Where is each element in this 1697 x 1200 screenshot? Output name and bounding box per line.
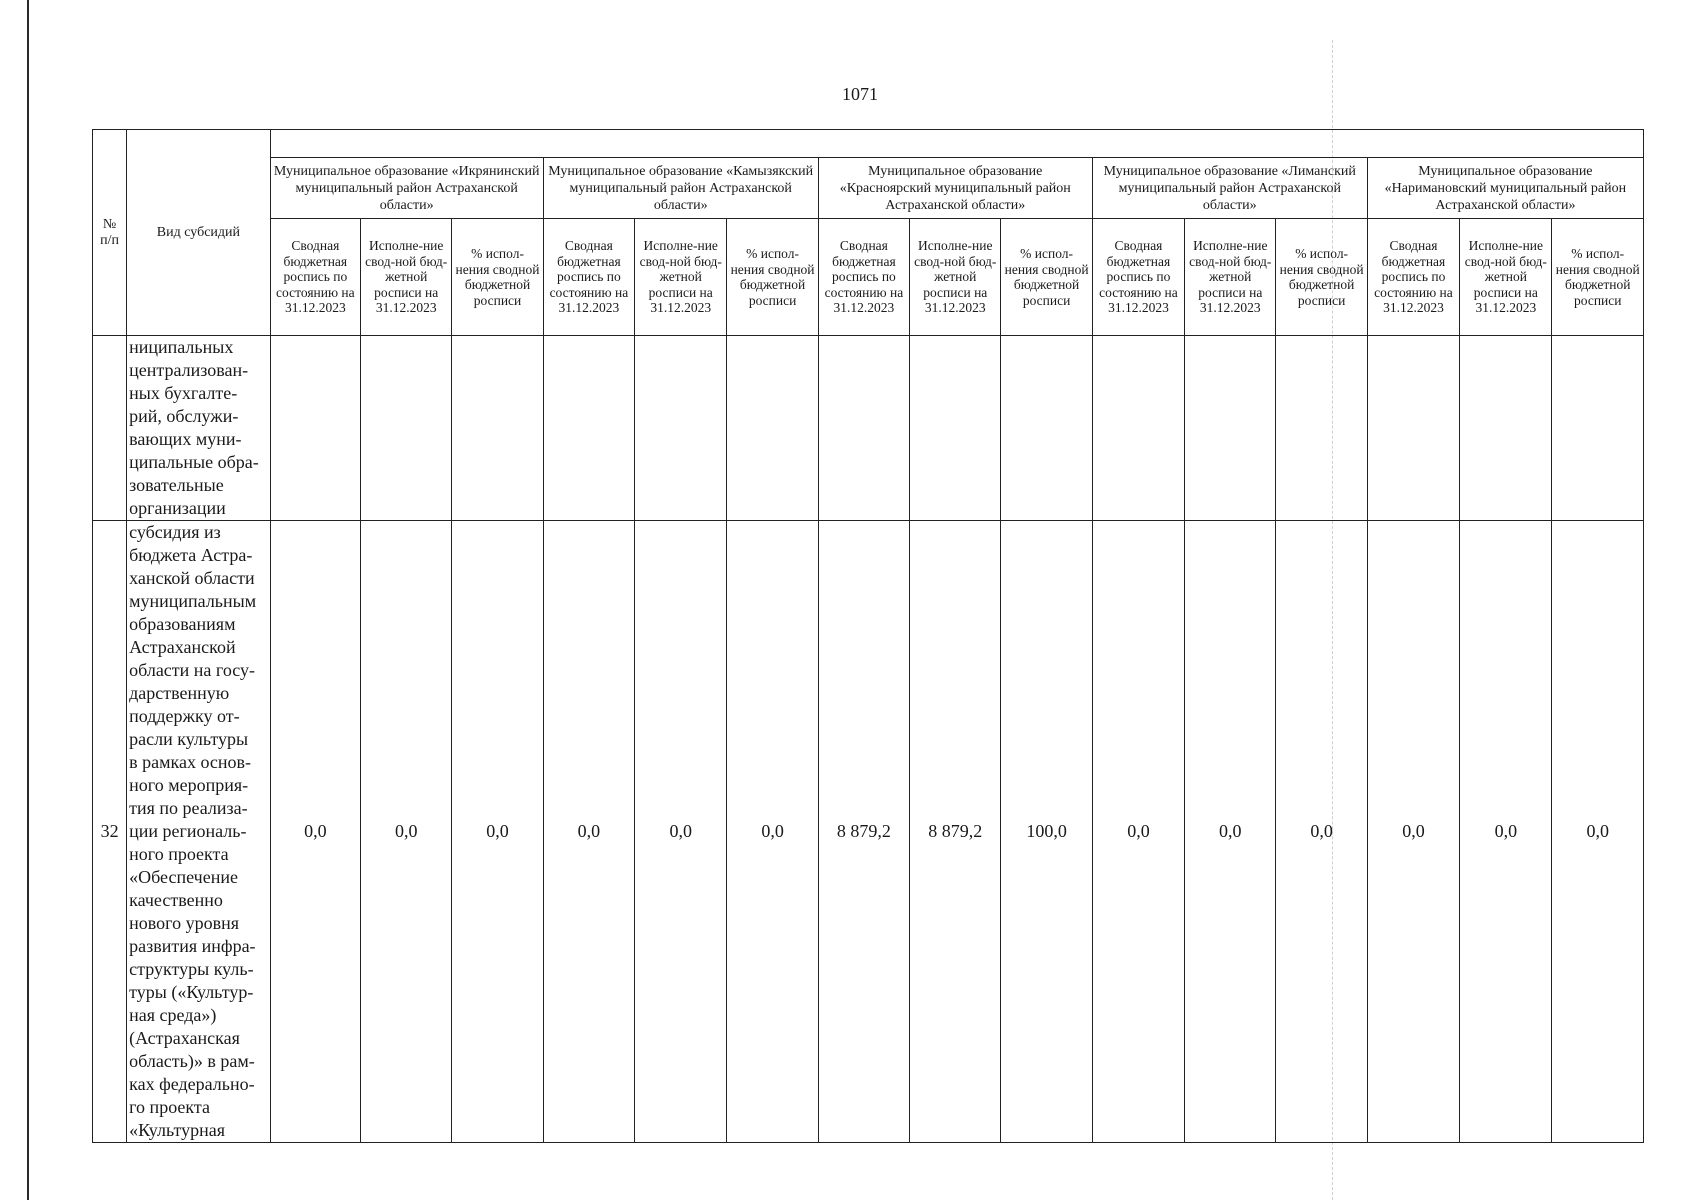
value-cell (727, 336, 818, 521)
subcolumn-header-percent: % испол-нения сводной бюджетной росписи (1552, 219, 1644, 336)
subcolumn-header-execution: Исполне-ние свод-ной бюд-жетной росписи на 31.12.2023 (1185, 219, 1276, 336)
type-column-header: Вид субсидий (127, 130, 271, 336)
subcolumn-header-budget: Сводная бюджетная роспись по состоянию на 31.12.2023 (543, 219, 634, 336)
value-cell: 100,0 (1001, 521, 1092, 1143)
value-cell: 0,0 (635, 521, 727, 1143)
municipality-header: Муниципальное образование «Камызякский муниципальный район Астраханской области» (543, 158, 818, 219)
value-cell: 0,0 (270, 521, 360, 1143)
row-description: субсидия из бюджета Астра- ханской области муниципальным образованиям Астраханской области на госу- дарственную поддержку от- расли культуры в рамках основ- ного мероприя- тия по реализа- ции региональ- ного проекта «Обеспечение качественно нового уровня развития инфра- структуры куль- туры («Культур- ная среда») (Астраханская область)» в рам- ках федерально- го проекта «Культурная (127, 521, 271, 1143)
subcolumn-header-execution: Исполне-ние свод-ной бюд-жетной росписи на 31.12.2023 (1460, 219, 1552, 336)
municipality-header: Муниципальное образование «Красноярский муниципальный район Астраханской области» (818, 158, 1092, 219)
value-cell: 0,0 (1092, 521, 1184, 1143)
value-cell (361, 336, 452, 521)
header-row-subcolumns (93, 219, 1644, 336)
value-cell (635, 336, 727, 521)
value-cell (1460, 336, 1552, 521)
subsidy-table (92, 129, 1644, 1143)
value-cell: 0,0 (1185, 521, 1276, 1143)
value-cell: 0,0 (1460, 521, 1552, 1143)
subcolumn-header-budget: Сводная бюджетная роспись по состоянию на 31.12.2023 (818, 219, 909, 336)
subcolumn-header-execution: Исполне-ние свод-ной бюд-жетной росписи на 31.12.2023 (635, 219, 727, 336)
header-row-top (93, 130, 1644, 158)
subcolumn-header-percent: % испол-нения сводной бюджетной росписи (727, 219, 818, 336)
header-spacer (270, 130, 1643, 158)
value-cell (1367, 336, 1459, 521)
value-cell (1276, 336, 1367, 521)
value-cell (1552, 336, 1644, 521)
subcolumn-header-execution: Исполне-ние свод-ной бюд-жетной росписи на 31.12.2023 (361, 219, 452, 336)
municipality-header: Муниципальное образование «Наримановский муниципальный район Астраханской области» (1367, 158, 1643, 219)
table-row (93, 336, 1644, 521)
subcolumn-header-budget: Сводная бюджетная роспись по состоянию на 31.12.2023 (1092, 219, 1184, 336)
value-cell (543, 336, 634, 521)
subcolumn-header-percent: % испол-нения сводной бюджетной росписи (1276, 219, 1367, 336)
value-cell: 0,0 (452, 521, 543, 1143)
subcolumn-header-percent: % испол-нения сводной бюджетной росписи (452, 219, 543, 336)
value-cell (1185, 336, 1276, 521)
row-description: ниципальных централизован- ных бухгалте- рий, обслужи- вающих муни- ципальные обра- зовательные организации (127, 336, 271, 521)
subcolumn-header-budget: Сводная бюджетная роспись по состоянию на 31.12.2023 (270, 219, 360, 336)
value-cell (1092, 336, 1184, 521)
num-column-header: № п/п (93, 130, 127, 336)
page-number: 1071 (842, 84, 878, 104)
value-cell (910, 336, 1001, 521)
row-number: 32 (93, 521, 127, 1143)
value-cell: 8 879,2 (818, 521, 909, 1143)
page-margin-line (27, 0, 29, 1200)
value-cell: 8 879,2 (910, 521, 1001, 1143)
value-cell: 0,0 (543, 521, 634, 1143)
subcolumn-header-execution: Исполне-ние свод-ной бюд-жетной росписи на 31.12.2023 (910, 219, 1001, 336)
value-cell: 0,0 (1367, 521, 1459, 1143)
value-cell: 0,0 (1276, 521, 1367, 1143)
row-number (93, 336, 127, 521)
municipality-header: Муниципальное образование «Лиманский муниципальный район Астраханской области» (1092, 158, 1367, 219)
subcolumn-header-budget: Сводная бюджетная роспись по состоянию на 31.12.2023 (1367, 219, 1459, 336)
value-cell: 0,0 (1552, 521, 1644, 1143)
subcolumn-header-percent: % испол-нения сводной бюджетной росписи (1001, 219, 1092, 336)
header-row-municipalities (93, 158, 1644, 219)
value-cell (1001, 336, 1092, 521)
value-cell: 0,0 (727, 521, 818, 1143)
value-cell: 0,0 (361, 521, 452, 1143)
table-row (93, 521, 1644, 1143)
municipality-header: Муниципальное образование «Икрянинский муниципальный район Астраханской области» (270, 158, 543, 219)
value-cell (270, 336, 360, 521)
value-cell (818, 336, 909, 521)
value-cell (452, 336, 543, 521)
